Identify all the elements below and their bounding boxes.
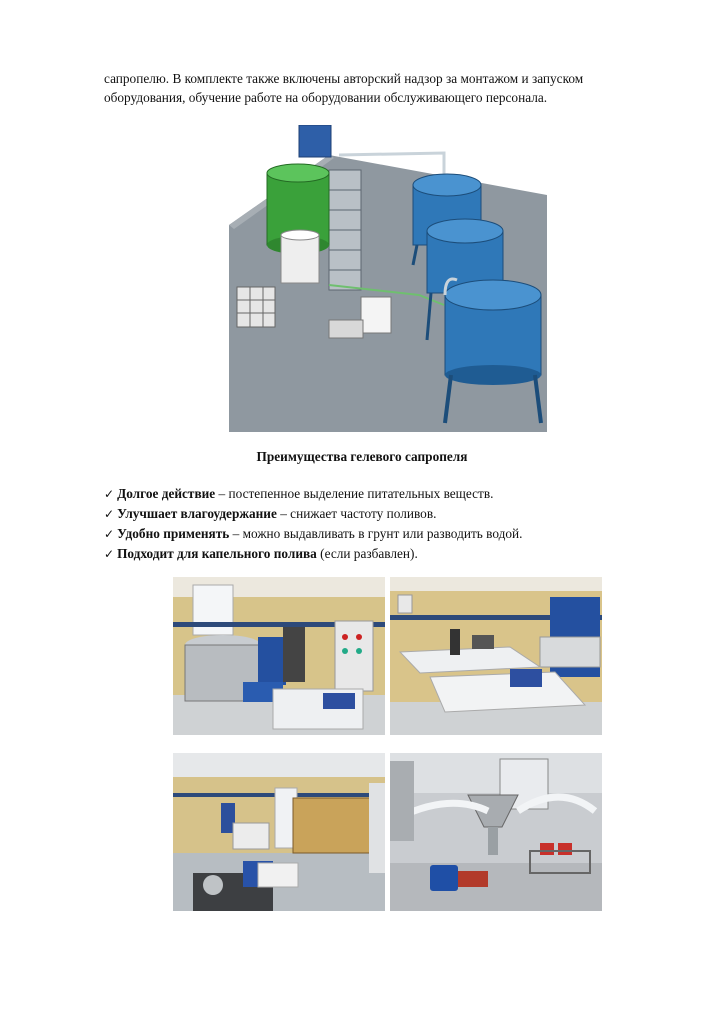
benefit-text: – постепенное выделение питательных веществ. [215,486,494,501]
benefits-heading: Преимущества гелевого сапропеля [256,449,468,464]
workshop-photo-pump-icon [390,753,602,911]
benefit-title: Долгое действие [117,486,216,501]
benefit-title: Подходит для капельного полива [117,546,317,561]
intro-line-2: оборудования, обучение работе на оборудовании обслуживающего персонала. [104,90,548,105]
check-icon: ✓ [104,527,115,541]
list-item [104,544,664,564]
check-icon: ✓ [104,507,115,521]
list-item [104,504,664,524]
benefit-text: – снижает частоту поливов. [276,506,437,521]
benefit-title: Улучшает влагоудержание [117,506,277,521]
photo-lab-tables [390,577,602,735]
benefit-text: – можно выдавливать в грунт или разводить водой. [229,526,523,541]
check-icon: ✓ [104,547,115,561]
benefit-text: (если разбавлен). [316,546,418,561]
installation-3d-render-icon [229,125,547,432]
check-icon: ✓ [104,487,115,501]
intro-paragraph [104,69,644,107]
list-item [104,524,664,544]
photo-workshop-hall [173,753,385,911]
list-item [104,484,664,504]
workshop-photo-tables-icon [390,577,602,735]
installation-render-image [229,125,547,432]
benefits-list [104,484,664,564]
workshop-photo-hall-icon [173,753,385,911]
workshop-photo-mixer-icon [173,577,385,735]
benefit-title: Удобно применять [117,526,230,541]
photo-mixer-tank [173,577,385,735]
intro-line-1: сапропелю. В комплекте также включены авторский надзор за монтажом и запуском [104,71,584,86]
photo-pump-hopper [390,753,602,911]
